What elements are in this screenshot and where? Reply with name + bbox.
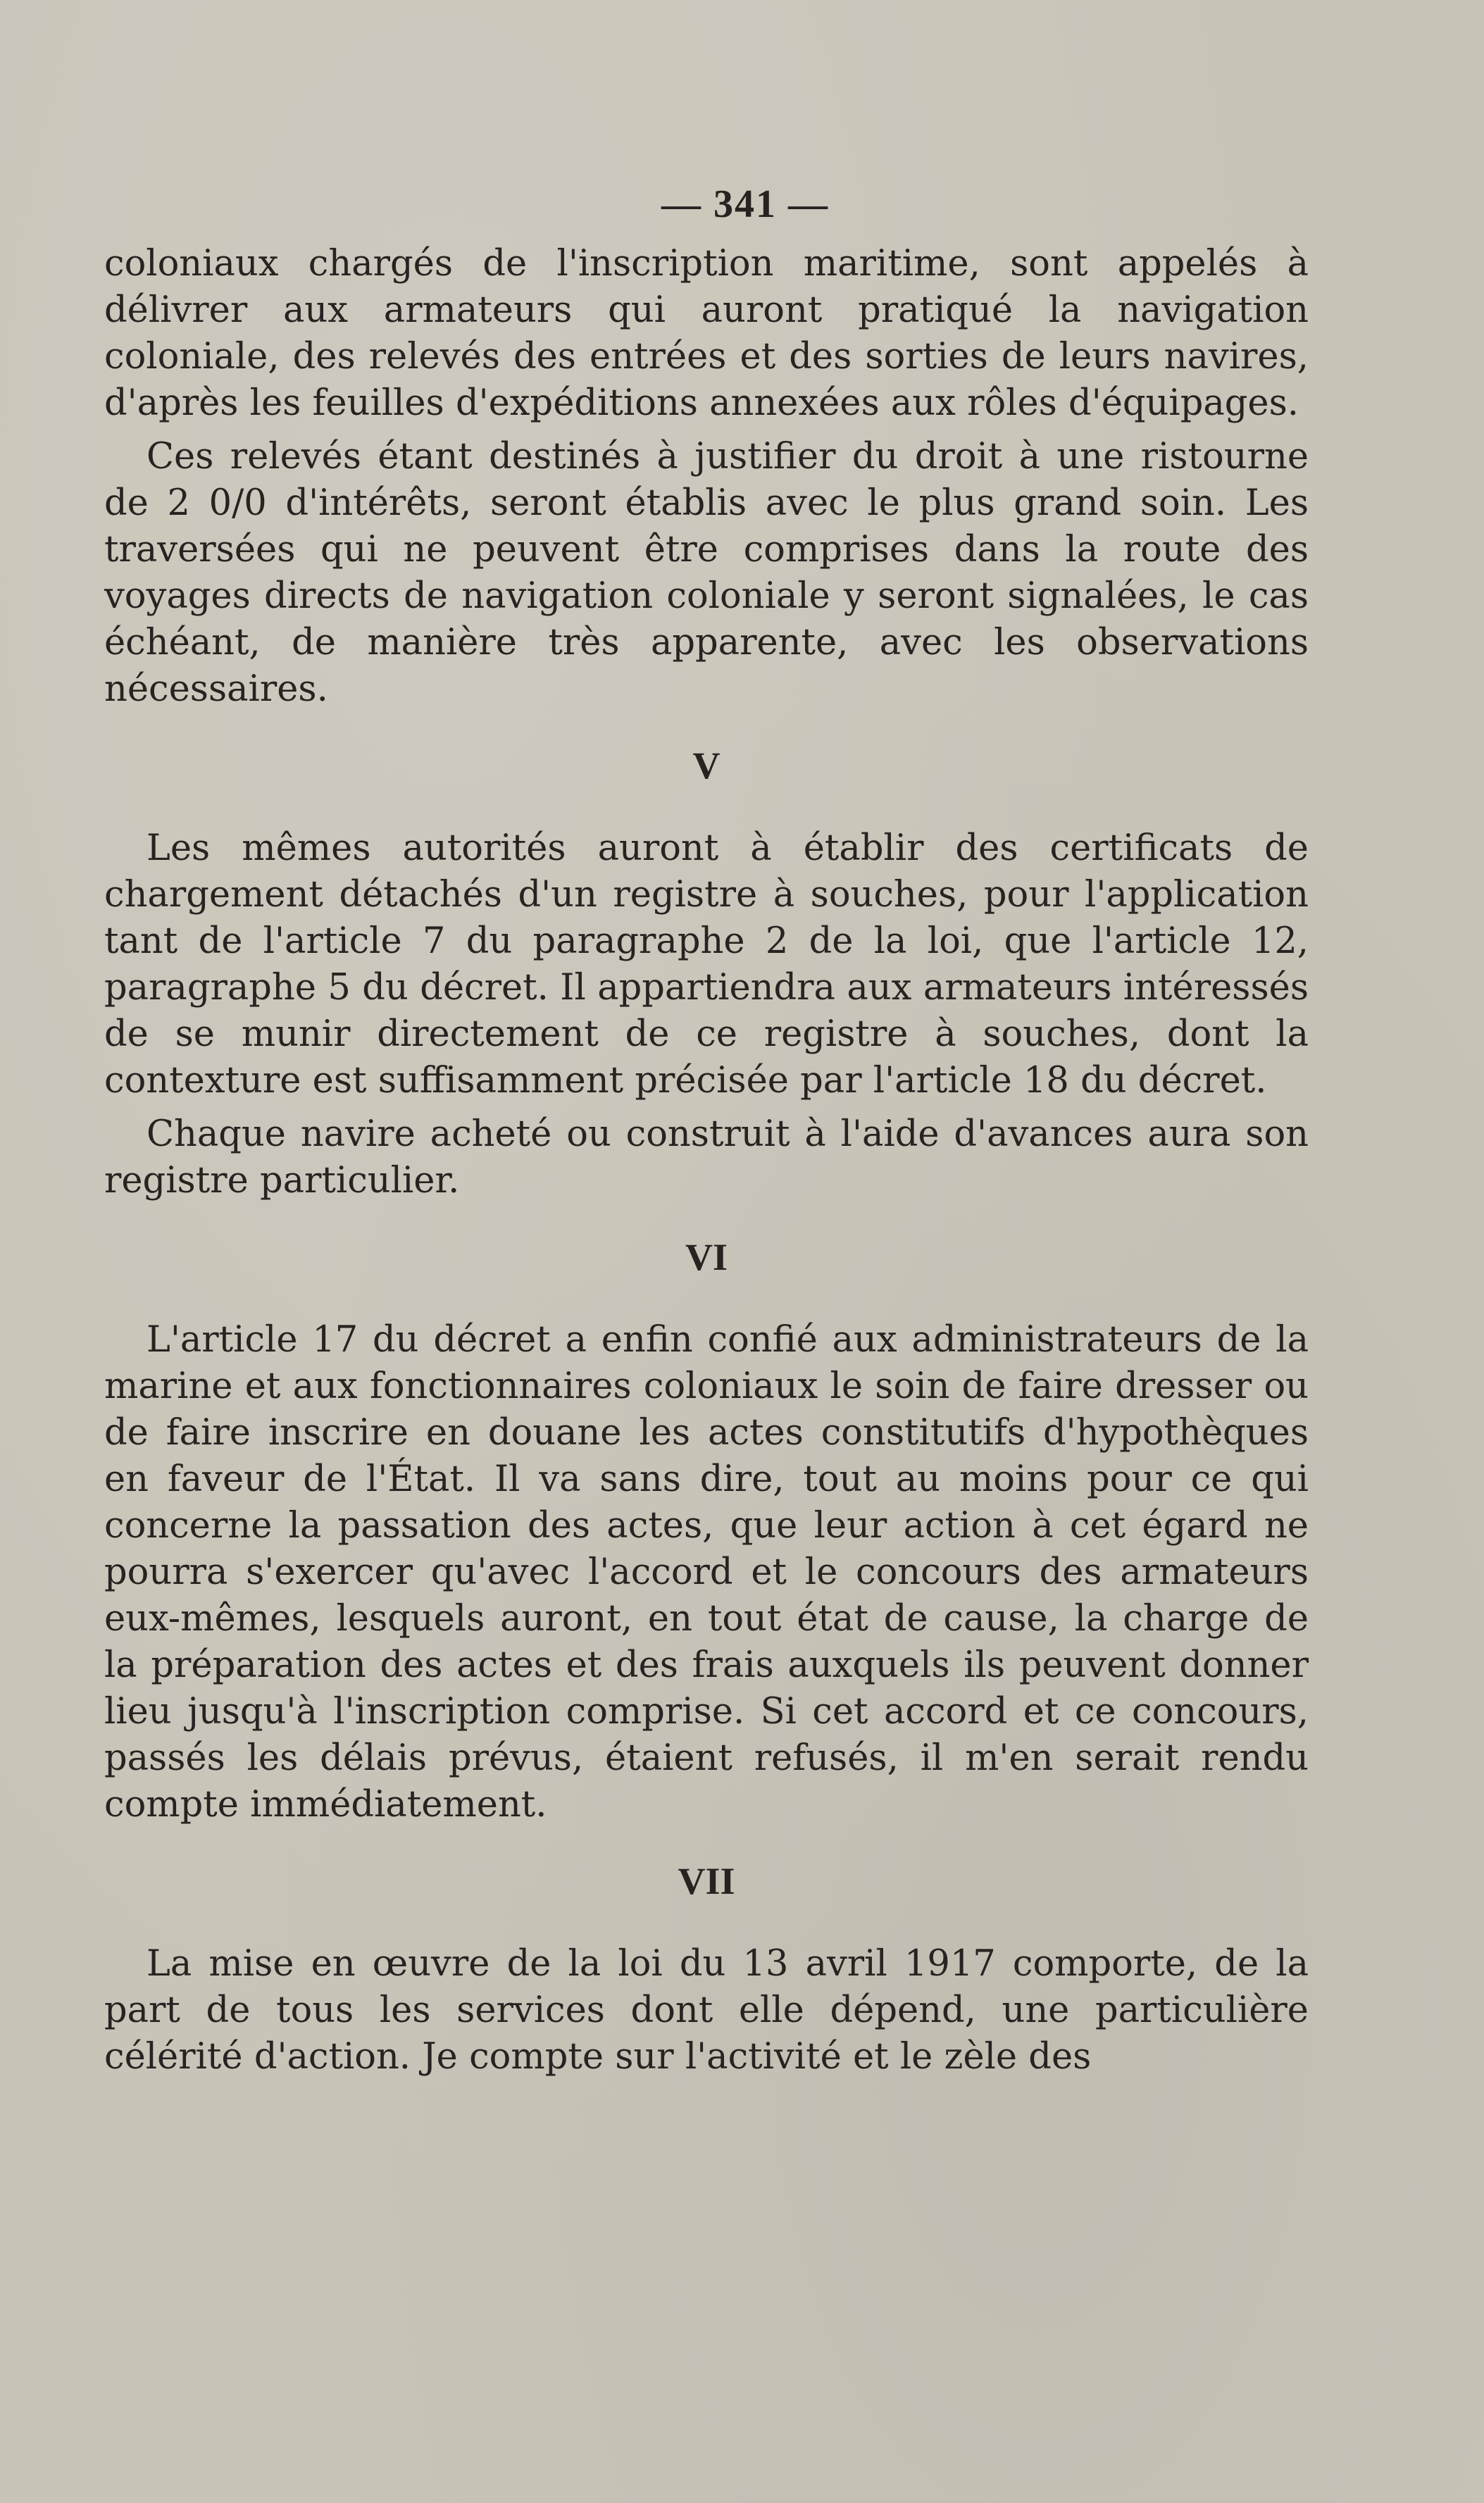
paragraph-v-2: Chaque navire acheté ou construit à l'aide d'avances aura son registre particulier.: [104, 1113, 1309, 1201]
paragraph-intro-2: Ces relevés étant destinés à justifier du droit à une ristourne de 2 0/0 d'intérêts, seront établis avec le plus grand soin. Les traversées qui ne peuvent être comprises dans la route des voyages directs de navigation coloniale y seront signalées, le cas échéant, de manière très apparente, avec les observations nécessaires.: [104, 436, 1309, 710]
section-heading-vi: VI: [685, 1236, 728, 1278]
section-heading-vii: VII: [678, 1860, 735, 1902]
paragraph-vi-1: L'article 17 du décret a enfin confié aux administrateurs de la marine et aux fonctionnaires coloniaux le soin de faire dresser ou de faire inscrire en douane les actes constitutifs d'hypothèques en faveur de l'État. Il va sans dire, tout au moins pour ce qui concerne la passation des actes, que leur action à cet égard ne pourra s'exercer qu'avec l'accord et le concours des armateurs eux-mêmes, lesquels auront, en tout état de cause, la charge de la préparation des actes et des frais auxquels ils peuvent donner lieu jusqu'à l'inscription comprise. Si cet accord et ce concours, passés les délais prévus, étaient refusés, il m'en serait rendu compte immédiatement.: [104, 1319, 1309, 1825]
paragraph-vii-1: La mise en œuvre de la loi du 13 avril 1917 comporte, de la part de tous les services dont elle dépend, une particulière célérité d'action. Je compte sur l'activité et le zèle des: [104, 1943, 1309, 2078]
paragraph-intro-1: coloniaux chargés de l'inscription maritime, sont appelés à délivrer aux armateurs qui auront pratiqué la navigation coloniale, des relevés des entrées et des sorties de leurs navires, d'après les feuilles d'expéditions annexées aux rôles d'équipages.: [104, 243, 1309, 424]
page-text-block: [104, 176, 1309, 2080]
page-number: — 341 —: [661, 182, 829, 226]
paragraph-v-1: Les mêmes autorités auront à établir des certificats de chargement détachés d'un registre à souches, pour l'application tant de l'article 7 du paragraphe 2 de la loi, que l'article 12, paragraphe 5 du décret. Il appartiendra aux armateurs intéressés de se munir directement de ce registre à souches, dont la contexture est suffisamment précisée par l'article 18 du décret.: [104, 828, 1309, 1101]
section-heading-v: V: [692, 744, 721, 787]
